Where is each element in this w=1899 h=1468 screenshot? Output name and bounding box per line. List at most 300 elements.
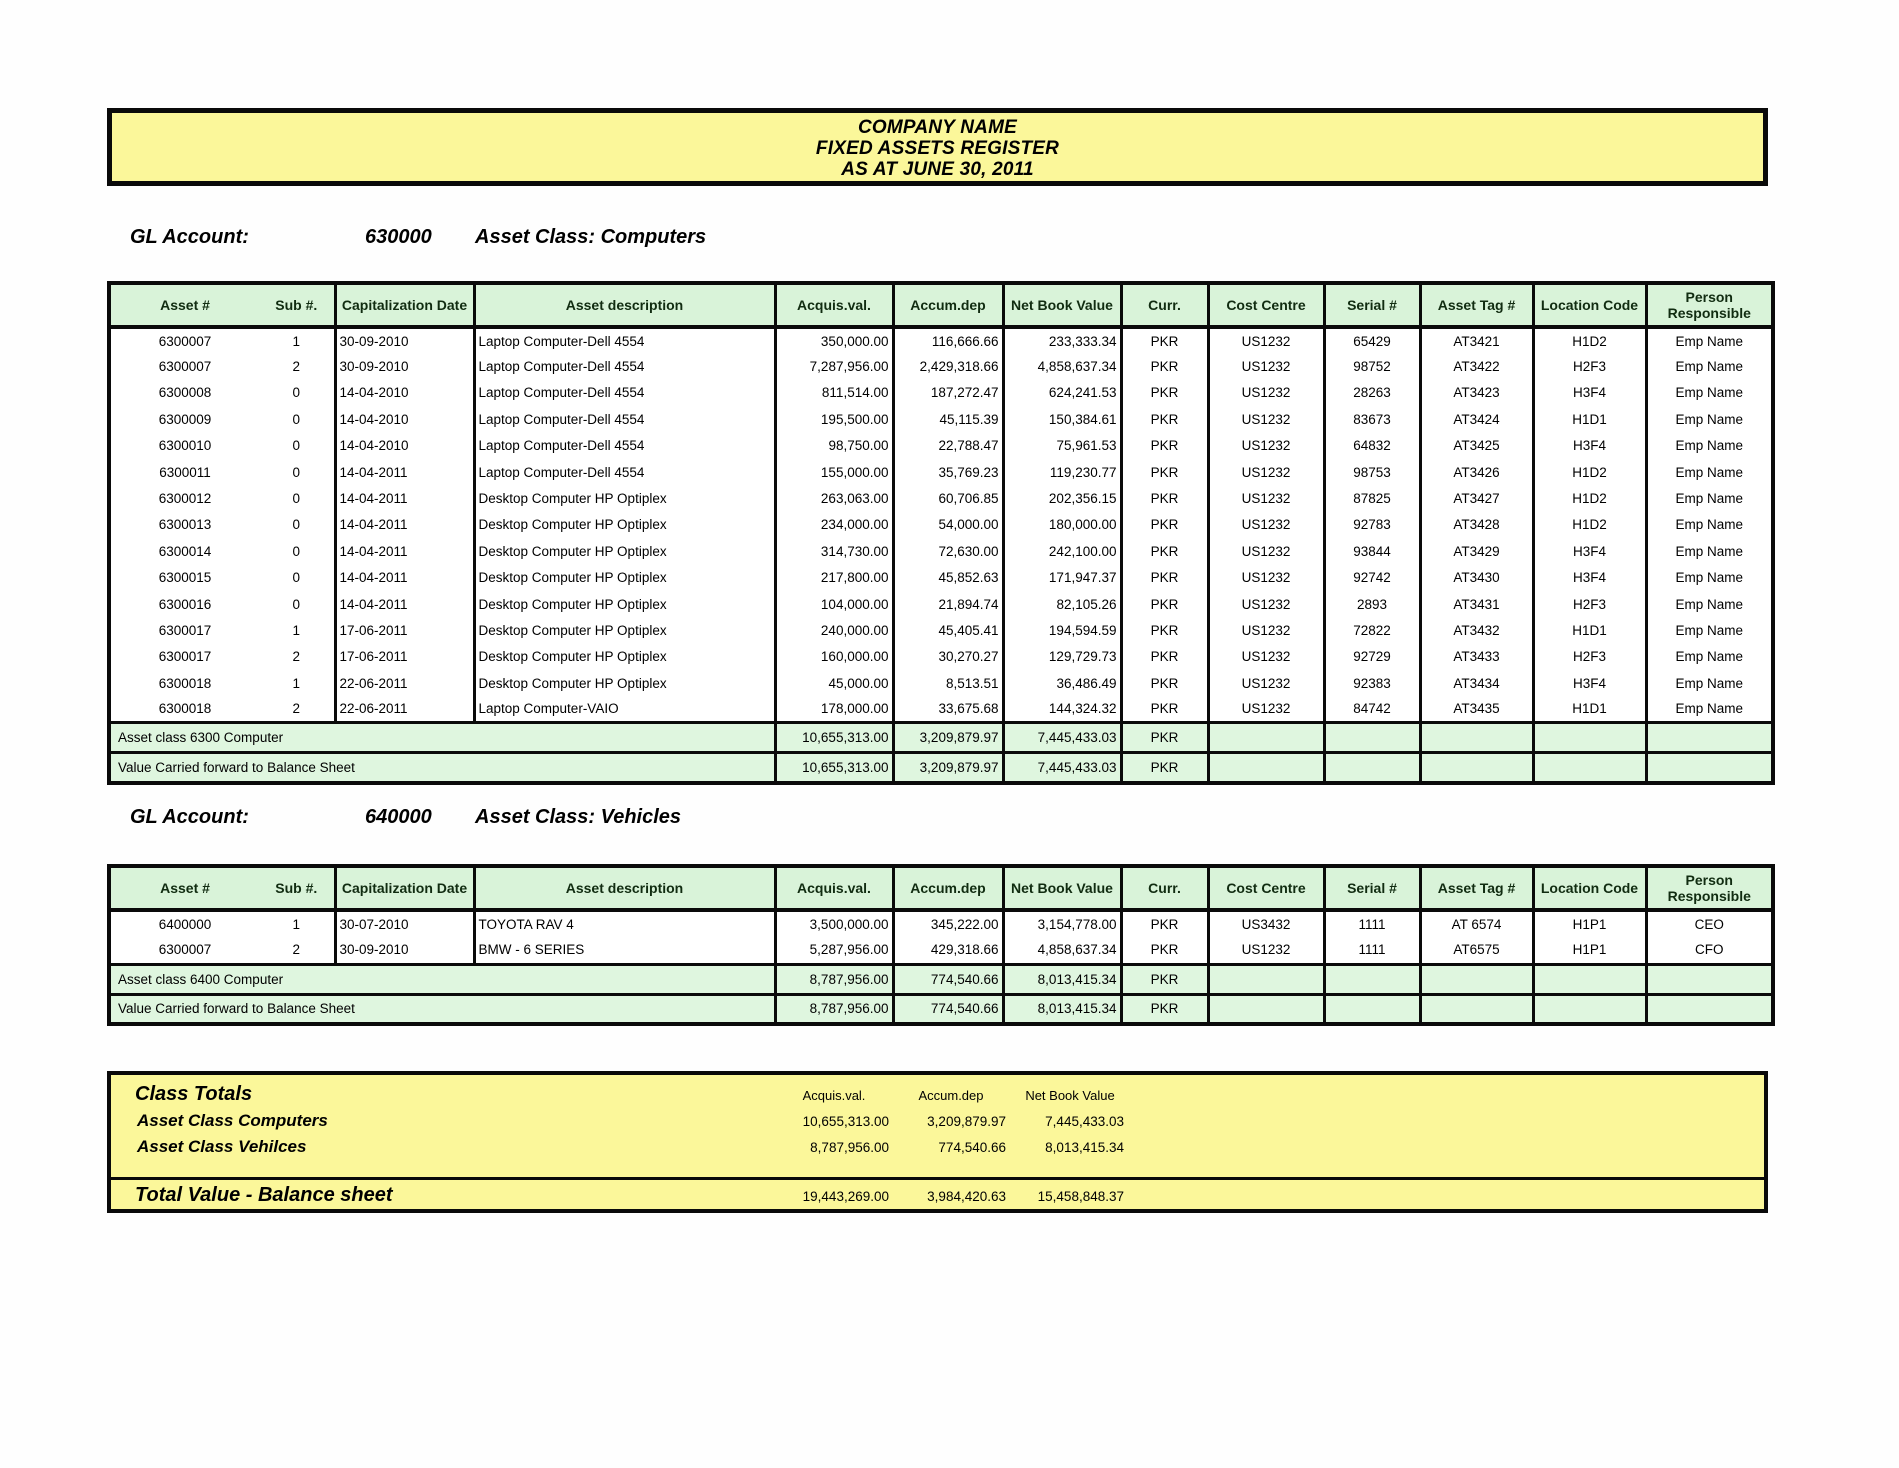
gl-account-label: GL Account: (130, 806, 249, 828)
column-header-sub-number: Sub #. (259, 866, 335, 910)
cell-asset-number: 6300017 (158, 649, 212, 665)
cell-location-code: H3F4 (1533, 670, 1646, 696)
cell-asset-description: Laptop Computer-Dell 4554 (474, 433, 775, 459)
column-header-asset-number: Asset # (109, 866, 259, 910)
class-total-vehicles-nbv: 8,013,415.34 (1045, 1140, 1124, 1155)
cell-person-responsible: CEO (1646, 910, 1773, 937)
total-currency: PKR (1121, 964, 1208, 994)
total-accumulated-depreciation: 3,209,879.97 (893, 723, 1003, 753)
cell-net-book-value: 171,947.37 (1003, 565, 1121, 591)
cell-asset-description: Laptop Computer-VAIO (474, 696, 775, 722)
total-net-book-value: 8,013,415.34 (1003, 994, 1121, 1024)
cell-asset-number: 6300008 (158, 385, 212, 401)
column-header-acquisition-value: Acquis.val. (775, 283, 893, 327)
cell-asset-number: 6300010 (158, 438, 212, 454)
cell-accumulated-depreciation: 45,852.63 (893, 565, 1003, 591)
cell-sub-number: 0 (292, 464, 300, 480)
cell-acquisition-value: 45,000.00 (775, 670, 893, 696)
cell-asset-number: 6300012 (158, 491, 212, 507)
cell-cost-centre: US1232 (1208, 353, 1324, 379)
cell-capitalization-date: 22-06-2011 (335, 696, 474, 722)
cell-cost-centre: US1232 (1208, 670, 1324, 696)
cell-asset-number: 6300011 (159, 464, 211, 480)
cell-cost-centre: US1232 (1208, 565, 1324, 591)
cell-capitalization-date: 14-04-2011 (335, 459, 474, 485)
cell-currency: PKR (1121, 485, 1208, 511)
cell-currency: PKR (1121, 617, 1208, 643)
column-header-asset-tag: Asset Tag # (1420, 866, 1533, 910)
column-header-serial-number: Serial # (1324, 866, 1420, 910)
cell-sub-number: 1 (292, 675, 300, 691)
class-totals-nbv-header: Net Book Value (1025, 1088, 1115, 1103)
table-row (109, 327, 1773, 353)
company-name: COMPANY NAME (858, 117, 1017, 138)
cell-cost-centre: US1232 (1208, 591, 1324, 617)
cell-capitalization-date: 14-04-2010 (335, 380, 474, 406)
total-empty-cell (1646, 964, 1773, 994)
cell-person-responsible: Emp Name (1646, 380, 1773, 406)
table-row (109, 353, 1773, 379)
cell-capitalization-date: 14-04-2011 (335, 485, 474, 511)
total-empty-cell (1324, 994, 1420, 1024)
cell-person-responsible: Emp Name (1646, 565, 1773, 591)
cell-capitalization-date: 30-07-2010 (335, 910, 474, 937)
cell-accumulated-depreciation: 429,318.66 (893, 937, 1003, 964)
cell-asset-tag: AT3423 (1420, 380, 1533, 406)
cell-asset-description: Desktop Computer HP Optiplex (474, 617, 775, 643)
cell-cost-centre: US3432 (1208, 910, 1324, 937)
header-row (109, 283, 1773, 327)
cell-location-code: H1D1 (1533, 617, 1646, 643)
cell-currency: PKR (1121, 565, 1208, 591)
cell-sub-number: 0 (292, 517, 300, 533)
cell-location-code: H3F4 (1533, 538, 1646, 564)
cell-acquisition-value: 178,000.00 (775, 696, 893, 722)
cell-currency: PKR (1121, 327, 1208, 353)
cell-asset-number: 6300018 (158, 675, 212, 691)
cell-accumulated-depreciation: 54,000.00 (893, 512, 1003, 538)
cell-acquisition-value: 350,000.00 (775, 327, 893, 353)
carried-forward-row (109, 753, 1773, 783)
cell-asset-number: 6300015 (158, 570, 212, 586)
total-net-book-value: 7,445,433.03 (1003, 723, 1121, 753)
cell-acquisition-value: 195,500.00 (775, 406, 893, 432)
table-row (109, 617, 1773, 643)
cell-net-book-value: 119,230.77 (1003, 459, 1121, 485)
table-row (109, 565, 1773, 591)
cell-acquisition-value: 160,000.00 (775, 644, 893, 670)
cell-currency: PKR (1121, 910, 1208, 937)
cell-currency: PKR (1121, 644, 1208, 670)
cell-asset-tag: AT3434 (1420, 670, 1533, 696)
column-header-location-code: Location Code (1533, 866, 1646, 910)
cell-asset-number: 6300014 (158, 543, 212, 559)
table-row (109, 696, 1773, 722)
gl-account-line-computers (107, 226, 1007, 256)
cell-asset-tag: AT3425 (1420, 433, 1533, 459)
cell-serial-number: 64832 (1324, 433, 1420, 459)
cell-acquisition-value: 234,000.00 (775, 512, 893, 538)
cell-accumulated-depreciation: 45,405.41 (893, 617, 1003, 643)
cell-accumulated-depreciation: 72,630.00 (893, 538, 1003, 564)
cell-serial-number: 65429 (1324, 327, 1420, 353)
total-empty-cell (1208, 753, 1324, 783)
cell-serial-number: 93844 (1324, 538, 1420, 564)
cell-currency: PKR (1121, 591, 1208, 617)
cell-asset-tag: AT 6574 (1420, 910, 1533, 937)
table-row (109, 433, 1773, 459)
total-label: Value Carried forward to Balance Sheet (109, 994, 775, 1024)
cell-capitalization-date: 14-04-2011 (335, 591, 474, 617)
cell-asset-tag: AT3431 (1420, 591, 1533, 617)
column-header-serial-number: Serial # (1324, 283, 1420, 327)
cell-serial-number: 28263 (1324, 380, 1420, 406)
cell-cost-centre: US1232 (1208, 617, 1324, 643)
cell-net-book-value: 129,729.73 (1003, 644, 1121, 670)
cell-accumulated-depreciation: 2,429,318.66 (893, 353, 1003, 379)
cell-sub-number: 1 (292, 333, 300, 349)
cell-cost-centre: US1232 (1208, 512, 1324, 538)
cell-asset-number: 6300013 (158, 517, 212, 533)
cell-acquisition-value: 3,500,000.00 (775, 910, 893, 937)
cell-asset-description: Desktop Computer HP Optiplex (474, 591, 775, 617)
cell-accumulated-depreciation: 22,788.47 (893, 433, 1003, 459)
balance-sheet-total-accum: 3,984,420.63 (927, 1189, 1006, 1204)
total-accumulated-depreciation: 3,209,879.97 (893, 753, 1003, 783)
cell-sub-number: 0 (292, 411, 300, 427)
cell-acquisition-value: 240,000.00 (775, 617, 893, 643)
cell-asset-description: Desktop Computer HP Optiplex (474, 565, 775, 591)
total-empty-cell (1324, 964, 1420, 994)
gl-account-number: 640000 (365, 806, 432, 828)
cell-capitalization-date: 17-06-2011 (335, 617, 474, 643)
cell-currency: PKR (1121, 538, 1208, 564)
title-block (107, 108, 1768, 186)
cell-serial-number: 87825 (1324, 485, 1420, 511)
class-totals-title: Class Totals (135, 1083, 253, 1105)
cell-acquisition-value: 7,287,956.00 (775, 353, 893, 379)
cell-asset-tag: AT6575 (1420, 937, 1533, 964)
cell-cost-centre: US1232 (1208, 406, 1324, 432)
cell-net-book-value: 4,858,637.34 (1003, 937, 1121, 964)
cell-location-code: H2F3 (1533, 591, 1646, 617)
column-header-capitalization-date: Capitalization Date (335, 866, 474, 910)
total-empty-cell (1533, 964, 1646, 994)
cell-acquisition-value: 104,000.00 (775, 591, 893, 617)
total-empty-cell (1646, 753, 1773, 783)
table-row (109, 512, 1773, 538)
cell-asset-description: Desktop Computer HP Optiplex (474, 485, 775, 511)
cell-asset-description: Laptop Computer-Dell 4554 (474, 380, 775, 406)
column-header-cost-centre: Cost Centre (1208, 283, 1324, 327)
cell-sub-number: 2 (292, 359, 300, 375)
total-empty-cell (1324, 723, 1420, 753)
cell-asset-description: Laptop Computer-Dell 4554 (474, 353, 775, 379)
cell-asset-description: Desktop Computer HP Optiplex (474, 644, 775, 670)
class-total-computers-acquis: 10,655,313.00 (802, 1114, 889, 1129)
total-empty-cell (1533, 723, 1646, 753)
cell-person-responsible: Emp Name (1646, 406, 1773, 432)
cell-currency: PKR (1121, 937, 1208, 964)
cell-location-code: H3F4 (1533, 565, 1646, 591)
table-row (109, 485, 1773, 511)
table-row (109, 644, 1773, 670)
cell-asset-description: TOYOTA RAV 4 (474, 910, 775, 937)
header-row (109, 866, 1773, 910)
cell-person-responsible: Emp Name (1646, 433, 1773, 459)
total-label: Asset class 6400 Computer (109, 964, 775, 994)
cell-cost-centre: US1232 (1208, 696, 1324, 722)
cell-person-responsible: Emp Name (1646, 670, 1773, 696)
cell-cost-centre: US1232 (1208, 937, 1324, 964)
cell-cost-centre: US1232 (1208, 644, 1324, 670)
cell-net-book-value: 3,154,778.00 (1003, 910, 1121, 937)
cell-acquisition-value: 314,730.00 (775, 538, 893, 564)
cell-acquisition-value: 811,514.00 (775, 380, 893, 406)
column-header-accumulated-depreciation: Accum.dep (893, 866, 1003, 910)
cell-serial-number: 92783 (1324, 512, 1420, 538)
cell-asset-number: 6300016 (158, 596, 212, 612)
cell-location-code: H3F4 (1533, 433, 1646, 459)
cell-sub-number: 0 (292, 438, 300, 454)
cell-capitalization-date: 22-06-2011 (335, 670, 474, 696)
table-row (109, 910, 1773, 937)
cell-capitalization-date: 17-06-2011 (335, 644, 474, 670)
class-totals-divider (111, 1177, 1764, 1180)
column-header-capitalization-date: Capitalization Date (335, 283, 474, 327)
cell-serial-number: 72822 (1324, 617, 1420, 643)
column-header-currency: Curr. (1121, 866, 1208, 910)
gl-account-line-vehicles (107, 806, 1007, 836)
cell-capitalization-date: 30-09-2010 (335, 353, 474, 379)
cell-currency: PKR (1121, 670, 1208, 696)
cell-accumulated-depreciation: 21,894.74 (893, 591, 1003, 617)
table-row (109, 670, 1773, 696)
cell-serial-number: 92742 (1324, 565, 1420, 591)
column-header-cost-centre: Cost Centre (1208, 866, 1324, 910)
cell-serial-number: 1111 (1324, 937, 1420, 964)
cell-person-responsible: Emp Name (1646, 617, 1773, 643)
column-header-asset-description: Asset description (474, 866, 775, 910)
cell-cost-centre: US1232 (1208, 327, 1324, 353)
cell-asset-description: BMW - 6 SERIES (474, 937, 775, 964)
cell-sub-number: 1 (292, 917, 300, 932)
cell-serial-number: 2893 (1324, 591, 1420, 617)
cell-location-code: H1P1 (1533, 937, 1646, 964)
class-totals-accum-header: Accum.dep (918, 1088, 984, 1103)
cell-person-responsible: Emp Name (1646, 327, 1773, 353)
column-header-sub-number: Sub #. (259, 283, 335, 327)
cell-person-responsible: Emp Name (1646, 696, 1773, 722)
cell-asset-number: 6400000 (158, 917, 212, 932)
total-empty-cell (1420, 994, 1533, 1024)
total-empty-cell (1208, 994, 1324, 1024)
computers-assets-table (107, 281, 1775, 785)
cell-accumulated-depreciation: 187,272.47 (893, 380, 1003, 406)
cell-asset-tag: AT3433 (1420, 644, 1533, 670)
cell-currency: PKR (1121, 696, 1208, 722)
total-currency: PKR (1121, 723, 1208, 753)
total-acquisition-value: 8,787,956.00 (775, 964, 893, 994)
cell-capitalization-date: 14-04-2010 (335, 433, 474, 459)
cell-asset-description: Desktop Computer HP Optiplex (474, 512, 775, 538)
cell-asset-tag: AT3430 (1420, 565, 1533, 591)
cell-location-code: H1D2 (1533, 485, 1646, 511)
class-total-row (109, 723, 1773, 753)
asset-class-label: Asset Class: Computers (475, 226, 707, 248)
cell-accumulated-depreciation: 116,666.66 (893, 327, 1003, 353)
cell-asset-number: 6300009 (158, 411, 212, 427)
as-at-date: AS AT JUNE 30, 2011 (841, 159, 1034, 180)
total-acquisition-value: 10,655,313.00 (775, 723, 893, 753)
cell-accumulated-depreciation: 60,706.85 (893, 485, 1003, 511)
cell-acquisition-value: 217,800.00 (775, 565, 893, 591)
cell-location-code: H2F3 (1533, 353, 1646, 379)
cell-net-book-value: 624,241.53 (1003, 380, 1121, 406)
class-total-computers-accum: 3,209,879.97 (927, 1114, 1006, 1129)
cell-asset-description: Desktop Computer HP Optiplex (474, 670, 775, 696)
total-empty-cell (1646, 723, 1773, 753)
total-accumulated-depreciation: 774,540.66 (893, 964, 1003, 994)
cell-cost-centre: US1232 (1208, 538, 1324, 564)
cell-acquisition-value: 5,287,956.00 (775, 937, 893, 964)
cell-sub-number: 0 (292, 543, 300, 559)
class-total-vehicles-label: Asset Class Vehilces (137, 1137, 307, 1156)
table-row (109, 538, 1773, 564)
cell-currency: PKR (1121, 459, 1208, 485)
cell-asset-tag: AT3427 (1420, 485, 1533, 511)
table-row (109, 380, 1773, 406)
cell-cost-centre: US1232 (1208, 485, 1324, 511)
column-header-currency: Curr. (1121, 283, 1208, 327)
cell-net-book-value: 4,858,637.34 (1003, 353, 1121, 379)
cell-sub-number: 0 (292, 570, 300, 586)
cell-accumulated-depreciation: 33,675.68 (893, 696, 1003, 722)
cell-sub-number: 2 (292, 942, 300, 958)
cell-asset-description: Laptop Computer-Dell 4554 (474, 459, 775, 485)
carried-forward-row (109, 994, 1773, 1024)
cell-net-book-value: 150,384.61 (1003, 406, 1121, 432)
cell-location-code: H1D2 (1533, 512, 1646, 538)
column-header-net-book-value: Net Book Value (1003, 283, 1121, 327)
total-acquisition-value: 8,787,956.00 (775, 994, 893, 1024)
cell-location-code: H1D1 (1533, 696, 1646, 722)
cell-serial-number: 98752 (1324, 353, 1420, 379)
cell-serial-number: 84742 (1324, 696, 1420, 722)
cell-serial-number: 1111 (1324, 910, 1420, 937)
cell-sub-number: 1 (292, 622, 300, 638)
cell-accumulated-depreciation: 35,769.23 (893, 459, 1003, 485)
class-total-row (109, 964, 1773, 994)
gl-account-number: 630000 (365, 226, 432, 248)
cell-person-responsible: Emp Name (1646, 485, 1773, 511)
cell-location-code: H1D2 (1533, 327, 1646, 353)
balance-sheet-total-nbv: 15,458,848.37 (1037, 1189, 1124, 1204)
column-header-net-book-value: Net Book Value (1003, 866, 1121, 910)
cell-capitalization-date: 14-04-2011 (335, 512, 474, 538)
class-total-vehicles-acquis: 8,787,956.00 (810, 1140, 889, 1155)
cell-asset-description: Laptop Computer-Dell 4554 (474, 406, 775, 432)
column-header-asset-number: Asset # (109, 283, 259, 327)
cell-sub-number: 0 (292, 596, 300, 612)
cell-capitalization-date: 14-04-2010 (335, 406, 474, 432)
cell-net-book-value: 202,356.15 (1003, 485, 1121, 511)
column-header-person-responsible: Person Responsible (1646, 866, 1773, 910)
cell-capitalization-date: 30-09-2010 (335, 327, 474, 353)
cell-asset-tag: AT3422 (1420, 353, 1533, 379)
cell-acquisition-value: 155,000.00 (775, 459, 893, 485)
total-empty-cell (1533, 994, 1646, 1024)
cell-net-book-value: 242,100.00 (1003, 538, 1121, 564)
cell-person-responsible: Emp Name (1646, 591, 1773, 617)
cell-sub-number: 0 (292, 491, 300, 507)
vehicles-assets-table (107, 864, 1775, 1026)
cell-asset-tag: AT3432 (1420, 617, 1533, 643)
cell-person-responsible: CFO (1646, 937, 1773, 964)
cell-location-code: H2F3 (1533, 644, 1646, 670)
cell-net-book-value: 144,324.32 (1003, 696, 1121, 722)
cell-capitalization-date: 30-09-2010 (335, 937, 474, 964)
cell-net-book-value: 194,594.59 (1003, 617, 1121, 643)
table-row (109, 591, 1773, 617)
column-header-acquisition-value: Acquis.val. (775, 866, 893, 910)
cell-location-code: H1P1 (1533, 910, 1646, 937)
cell-person-responsible: Emp Name (1646, 353, 1773, 379)
cell-currency: PKR (1121, 512, 1208, 538)
cell-serial-number: 92383 (1324, 670, 1420, 696)
cell-asset-tag: AT3429 (1420, 538, 1533, 564)
cell-net-book-value: 82,105.26 (1003, 591, 1121, 617)
total-empty-cell (1533, 753, 1646, 783)
cell-acquisition-value: 98,750.00 (775, 433, 893, 459)
cell-sub-number: 0 (292, 385, 300, 401)
cell-location-code: H1D1 (1533, 406, 1646, 432)
cell-sub-number: 2 (292, 701, 300, 717)
asset-class-label: Asset Class: Vehicles (475, 806, 682, 828)
cell-asset-tag: AT3424 (1420, 406, 1533, 432)
cell-currency: PKR (1121, 380, 1208, 406)
class-totals-block (107, 1071, 1768, 1213)
cell-location-code: H3F4 (1533, 380, 1646, 406)
total-net-book-value: 8,013,415.34 (1003, 964, 1121, 994)
table-row (109, 937, 1773, 964)
total-currency: PKR (1121, 994, 1208, 1024)
column-header-asset-tag: Asset Tag # (1420, 283, 1533, 327)
balance-sheet-total-label: Total Value - Balance sheet (135, 1184, 393, 1206)
total-empty-cell (1420, 723, 1533, 753)
cell-asset-tag: AT3435 (1420, 696, 1533, 722)
table-row (109, 406, 1773, 432)
total-empty-cell (1208, 723, 1324, 753)
total-empty-cell (1646, 994, 1773, 1024)
cell-sub-number: 2 (292, 649, 300, 665)
class-total-computers-nbv: 7,445,433.03 (1045, 1114, 1124, 1129)
cell-asset-number: 6300007 (158, 333, 212, 349)
cell-accumulated-depreciation: 8,513.51 (893, 670, 1003, 696)
cell-asset-tag: AT3421 (1420, 327, 1533, 353)
cell-accumulated-depreciation: 345,222.00 (893, 910, 1003, 937)
cell-net-book-value: 180,000.00 (1003, 512, 1121, 538)
cell-accumulated-depreciation: 30,270.27 (893, 644, 1003, 670)
cell-cost-centre: US1232 (1208, 459, 1324, 485)
cell-currency: PKR (1121, 406, 1208, 432)
cell-serial-number: 92729 (1324, 644, 1420, 670)
cell-acquisition-value: 263,063.00 (775, 485, 893, 511)
total-empty-cell (1420, 964, 1533, 994)
cell-asset-description: Desktop Computer HP Optiplex (474, 538, 775, 564)
cell-person-responsible: Emp Name (1646, 459, 1773, 485)
total-net-book-value: 7,445,433.03 (1003, 753, 1121, 783)
